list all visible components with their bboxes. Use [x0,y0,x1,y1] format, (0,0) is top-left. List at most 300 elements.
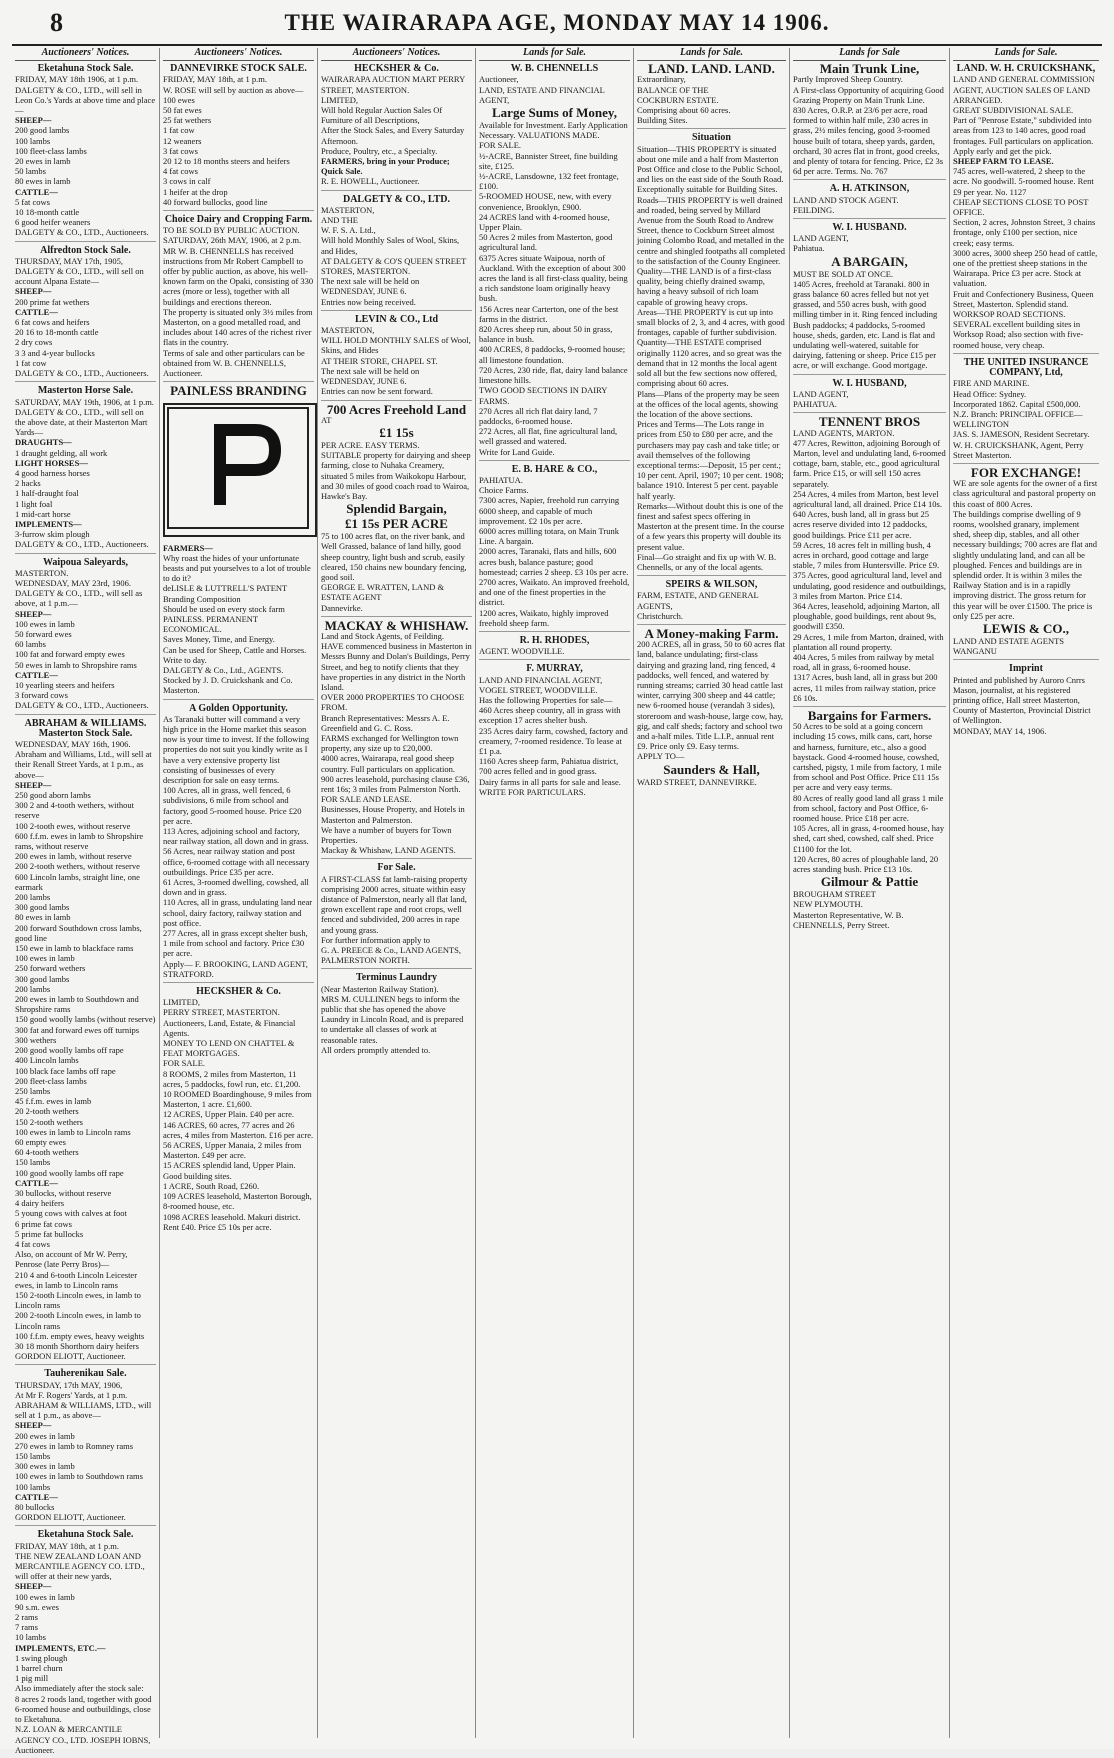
ad-text-line: DALGETY & CO., LTD., Auctioneers. [15,700,149,711]
ad-text-line: DALGETY & CO., LTD., will sell on the above date, at their Masterton Mart Yards— [15,406,148,438]
column-7 [950,48,1102,1738]
ad-text-line: Head Office: Sydney. [953,388,1027,399]
advertisement-block [321,863,472,969]
ad-text-line: 10 18-month cattle [15,207,80,218]
advertisement-block [321,617,472,860]
ad-text-line: Write to day. [163,654,207,665]
ad-text-line: 375 Acres, good agricultural land, level and undulating, good residence and outbuildings, 3 miles from Marton. Price £14. [793,570,946,601]
ad-text-line: ABRAHAM & WILLIAMS, LTD., will sell at 1 p.m., as above— [15,1400,152,1421]
ad-title: Choice Dairy and Cropping Farm. [164,214,313,226]
advertisement-block [637,580,786,625]
ad-text-line: 56 ACRES, Upper Manaia, 2 miles from Masterton. £49 per acre. [163,1140,302,1161]
ad-text-line: R. E. HOWELL, Auctioneer. [321,176,420,187]
column-1 [12,47,160,1755]
branding-illustration [163,403,317,537]
ad-text-line: DRAUGHTS— [15,437,72,448]
ad-text-line: THURSDAY, MAY 17th, 1905, [15,255,124,266]
columns-container [12,47,1102,1755]
advertisement-block [15,1369,156,1526]
ad-text-line: SHEEP— [15,1420,52,1431]
ad-title: W. I. HUSBAND, [832,377,907,389]
ad-text-line: GEORGE E. WRATTEN, LAND & ESTATE AGENT [321,582,445,603]
ad-text-line: AT [321,414,332,425]
ad-text-line: WILL HOLD MONTHLY SALES of Wool, Skins, and Hides [321,335,471,356]
ad-title: PAINLESS BRANDING [170,383,307,399]
ad-text-line: After the Stock Sales, and Every Saturday Afternoon. [321,125,465,146]
ad-text-line: 600 f.f.m. ewes in lamb to Shropshire rams, without reserve [15,830,144,852]
ad-text-line: 1 mid-cart horse [15,508,71,519]
ad-title: Eketahuna Stock Sale. [37,1529,134,1541]
ad-title: Alfredton Stock Sale. [40,244,131,256]
ad-text-line: Large Sums of Money, [492,105,617,121]
ad-text-line: ½-ACRE, Lansdowne, 132 feet frontage, £100. [479,171,619,192]
ad-title: LEVIN & CO., Ltd [354,313,439,325]
ad-text-line: 100 2-tooth ewes, without reserve [15,820,131,831]
ad-text-line: £1 15s [379,424,414,440]
ad-text-line: FARMERS, bring in your Produce; Quick Sale. [321,156,450,177]
ad-text-line: 300 2 and 4-tooth wethers, without reserve [15,800,134,821]
ad-text-line: 8 ROOMS, 2 miles from Masterton, 11 acres, 5 paddocks, fowl run, etc. £1,200. [163,1068,301,1089]
ad-text-line: ½-ACRE, Bannister Street, fine building site, £125. [479,150,618,171]
ad-text-line: Abraham and Williams, Ltd., will sell at their Renall Street Yards, at 1 p.m., as above— [15,749,152,780]
advertisement-block [479,465,630,632]
ad-text-line: Quality—THE LAND is of a first-class quality, being chiefly drained swamp, having a heavy subsoil of rich loam capable of growing heavy crops. [637,266,772,307]
advertisement-block [163,215,314,382]
ad-text-line: 250 good aborn lambs [15,790,91,801]
advertisement-block [637,625,786,790]
ad-text-line: Dairy farms in all parts for sale and lease. [479,776,621,787]
ad-text-line: HAVE commenced business in Masterton in Messrs Bunny and Dolan's Buildings, Perry Street, and beg to notify clients that they have properties in any district in the North Island. [321,641,472,692]
ad-text-line: 6 good heifer weaners [15,217,91,228]
ad-text-line: 235 Acres dairy farm, cowshed, factory and creamery, 7-roomed residence. To lease at £1 p.a. [479,725,628,756]
ad-text-line: 3 forward cows [15,690,68,701]
ad-text-line: MONDAY, MAY 14, 1906. [953,725,1047,736]
ad-text-line: APPLY TO— [637,751,685,762]
ad-text-line: MASTERTON. [15,567,69,578]
ad-text-line: W. ROSE will sell by auction as above— [163,84,304,95]
ad-title: Imprint [1009,663,1043,675]
ad-text-line: DALGETY & CO., LTD., will sell on account Alpana Estate— [15,266,144,287]
ad-text-line: 56 Acres, near railway station and post office, 6-roomed cottage with all necessary outbuildings. Price £35 per acre. [163,846,310,877]
ad-text-line: 60 4-tooth wethers [15,1147,79,1158]
ad-text-line: 30 18 month Shorthorn dairy heifers [15,1340,139,1351]
column-header: Lands for Sale. [953,48,1099,61]
ad-text-line: 40 forward bullocks, good line [163,196,268,207]
ad-text-line: 3000 acres, 3000 sheep 250 head of cattle, one of the prettiest sheep stations in the Wairarapa. Price £3 per acre. Stock at valuation. [953,247,1098,289]
ad-text-line: 200 prime fat wethers [15,296,90,307]
ad-text-line: 146 ACRES, 60 acres, 77 acres and 26 acres, 4 miles from Masterton. £16 per acre. [163,1119,314,1140]
ad-text-line: DALGETY & Co., Ltd., AGENTS. [163,664,284,675]
ad-text-line: LIGHT HORSES— [15,457,88,468]
ad-text-line: 200 lambs [15,983,51,994]
ad-text-line: For further information apply to [321,934,431,945]
ad-text-line: 100 fat and forward empty ewes [15,649,125,660]
ad-text-line: 150 2-tooth Lincoln ewes, in lamb to Lincoln rams [15,1289,141,1311]
ad-text-line: Building Sites. [637,115,688,126]
ad-text-line: 150 lambs [15,1157,51,1168]
ad-text-line: Part of "Penrose Estate," subdivided into areas from 123 to 140 acres, good road frontages. Full particulars on application. Apply early and get the pick. [953,115,1094,156]
ad-text-line: 640 Acres, bush land, all in grass but 25 acres reserve divided into 12 paddocks, good buildings. Price £11 per acre. [793,509,929,540]
ad-text-line: Fruit and Confectionery Business, Queen Street, Masterton. Splendid stand. [953,288,1094,309]
ad-text-line: Apply— F. BROOKING, LAND AGENT, STRATFORD. [163,958,308,979]
ad-text-line: LAND AND ESTATE AGENTS [953,635,1064,646]
ad-title: E. B. HARE & CO., [511,463,598,475]
ad-title: A Golden Opportunity. [189,702,288,714]
advertisement-block [321,64,472,190]
column-header: Lands for Sale. [479,48,630,61]
ad-text-line: 3 cows in calf [163,176,211,187]
advertisement-block [321,401,472,617]
ad-text-line: N.Z. Branch: PRINCIPAL OFFICE—WELLINGTON [953,408,1083,430]
ad-title: 700 Acres Freehold Land [326,401,467,417]
ad-text-line: 80 ewes in lamb [15,176,71,187]
ad-text-line: CATTLE— [15,1177,58,1188]
ad-title: Situation [692,132,731,144]
ad-text-line: AGENT. WOODVILLE. [479,646,565,657]
ad-text-line: 20 16 to 18-month cattle [15,327,99,338]
ad-text-line: 1 heifer at the drop [163,186,228,197]
ad-title: W. B. CHENNELLS [510,63,599,75]
ad-text-line: CATTLE— [15,306,58,317]
ad-text-line: 50 Acres to be sold at a going concern including 15 cows, milk cans, cart, horse and harness, furniture, etc., also a good baystack. Good 4-roomed house, cowshed, cartshed, pigsty, 1 mile from factory, 1 mile from school and Post Office. Price £11 15s per acre and very easy terms. [793,721,942,793]
advertisement-block [321,973,472,1058]
ad-text-line: MUST BE SOLD AT ONCE. [793,268,894,279]
ad-text-line: Incorporated 1862. Capital £500,000. [953,398,1081,409]
column-4 [476,48,634,1738]
ad-text-line: 59 Acres, 18 acres felt in milling bush, 4 acres in orchard, good cottage and large stable, 7 miles from Huntersville. Price £9. [793,539,940,571]
ad-text-line: 61 Acres, 3-roomed dwelling, cowshed, all down and in grass. [163,877,309,898]
ad-text-line: 6000 acres milling totara, on Main Trunk Line. A bargain. [479,525,620,547]
ad-text-line: Masterton Representative, W. B. CHENNELLS, Perry Street. [793,909,904,930]
ad-text-line: The next sale will be held on WEDNESDAY, JUNE 6. [321,276,420,297]
ad-text-line: 10 ROOMED Boardinghouse, 9 miles from Masterton, 1 acre. £1,600. [163,1089,312,1110]
ad-text-line: JAS. S. JAMESON, Resident Secretary. [953,429,1090,440]
advertisement-block [793,379,946,414]
ad-text-line: 270 ewes in lamb to Romney rams [15,1440,134,1451]
ad-text-line: Mackay & Whishaw, LAND AGENTS. [321,845,456,856]
advertisement-block [479,636,630,660]
ad-text-line: WAIRARAPA AUCTION MART PERRY STREET, MASTERTON. [321,74,465,95]
ad-text-line: Will hold Regular Auction Sales Of Furniture of all Descriptions, [321,105,443,126]
ad-text-line: 1 barrel churn [15,1663,63,1674]
ad-text-line: 1405 Acres, freehold at Taranaki. 800 in grass balance 60 acres felled but not yet grassed, and 550 acres bush, with good milling timber in it. Ring fenced including Bush paddocks; 4 paddocks, 5-roomed house, sheds, garden, etc. Land is flat and undulating well-watered, suitable for dairying, fattening or sheep. Price £15 per acre, or will exchange. Good mortgage. [793,278,938,371]
ad-text-line: FEILDING. [793,204,835,215]
ad-text-line: Final—Go straight and fix up with W. B. Chennells, or any of the local agents. [637,551,777,572]
ad-text-line: 1 draught gelding, all work [15,447,108,458]
ad-text-line: BALANCE OF THE [637,84,709,95]
ad-text-line: FRIDAY, MAY 18th 1906, at 1 p.m. [15,74,139,85]
ad-text-line: 2700 acres, Waikato. An improved freehold, and one of the finest properties in the district. [479,576,630,608]
ad-text-line: 90 s.m. ewes [15,1601,59,1612]
ad-text-line: 820 Acres sheep run, about 50 in grass, balance in bush. [479,324,613,345]
ad-text-line: 1 pig mill [15,1673,49,1684]
ad-text-line: Comprising about 60 acres. [637,105,731,116]
ad-text-line: AND THE [321,215,358,226]
ad-text-line: 15 ACRES splendid land, Upper Plain. Good building sites. [163,1160,296,1181]
ad-text-line: 60 empty ewes [15,1136,66,1147]
ad-text-line: 1317 Acres, bush land, all in grass but 200 acres, 11 miles from railway station, price £6 10s. [793,672,938,703]
ad-text-line: 7300 acres, Napier, freehold run carrying 6000 sheep, and capable of much improvement. £2 10s per acre. [479,495,620,526]
ad-text-line: 1 fat cow [163,125,195,136]
ad-text-line: Auctioneer, [479,74,519,85]
ad-text-line: 277 Acres, all in grass except shelter bush, 1 mile from school and factory. Price £30 per acre. [163,928,308,959]
ad-text-line: A BARGAIN, [831,253,908,269]
ad-text-line: 200 lambs [15,892,51,903]
ad-text-line: WORKSOP ROAD SECTIONS. [953,309,1066,320]
ad-text-line: 113 Acres, adjoining school and factory, near railway station, all down and in grass. [163,825,309,847]
ad-text-line: GREAT SUBDIVISIONAL SALE. [953,105,1074,116]
ad-text-line: 300 fat and forward ewes off turnips [15,1024,140,1035]
ad-text-line: 2000 acres, Taranaki, flats and hills, 600 acres bush, balance pasture; good homestead; carries 2 sheep. £3 10s per acre. [479,546,629,577]
ad-text-line: 270 Acres all rich flat dairy land, 7 paddocks, 6-roomed house. [479,405,598,426]
ad-text-line: 300 wethers [15,1034,57,1045]
ad-text-line: CATTLE— [15,186,58,197]
ad-text-line: SHEEP— [15,286,52,297]
ad-text-line: SHEEP— [15,779,52,790]
ad-text-line: 400 Lincoln lambs [15,1055,79,1066]
ad-text-line: BROUGHAM STREET [793,889,876,900]
ad-title: For Sale. [377,862,416,874]
ad-text-line: 10 yearling steers and heifers [15,679,115,690]
ad-text-line: 100 lambs [15,135,51,146]
ad-text-line: LAND AGENT, [793,388,849,399]
ad-text-line: Terms of sale and other particulars can be obtained from W. B. CHENNELLS, Auctioneer. [163,347,305,379]
masthead [12,8,1102,46]
ad-text-line: PAINLESS. PERMANENT ECONOMICAL. [163,613,258,635]
ad-text-line: 100 ewes [163,94,195,105]
ad-text-line: Printed and published by Auroro Cnrrs Mason, journalist, at his registered printing office, Hall street Masterton, County of Masterton, Provincial District of Wellington. [953,674,1091,726]
ad-text-line: WRITE FOR PARTICULARS. [479,786,586,797]
ad-text-line: Partly Improved Sheep Country. [793,74,903,85]
ad-title: FOR EXCHANGE! [970,464,1082,480]
ad-text-line: 5 prime fat bullocks [15,1228,84,1239]
ad-text-line: 1200 acres, Waikato, highly improved freehold sheep farm. [479,607,609,628]
ad-text-line: At Mr F. Rogers' Yards, at 1 p.m. [15,1389,128,1400]
ad-text-line: PER ACRE. EASY TERMS. [321,439,420,450]
ad-text-line: CATTLE— [15,1491,58,1502]
ad-text-line: 30 bullocks, without reserve [15,1187,112,1198]
advertisement-block [479,664,630,800]
ad-text-line: FARMERS— [163,542,213,553]
ad-text-line: 2 rams [15,1612,38,1623]
advertisement-block [953,64,1099,354]
ad-text-line: LIMITED, [321,94,359,105]
ad-text-line: 900 acres leasehold, purchasing clause £36, rent 16s; 3 miles from Palmerston North. [321,773,470,794]
ad-text-line: 4 dairy heifers [15,1198,65,1209]
ad-text-line: 1098 ACRES leasehold. Makuri district. Rent £40. Price £5 10s per acre. [163,1211,301,1232]
ad-text-line: 50 ewes in lamb to Shropshire rams [15,659,137,670]
ad-text-line: 60 lambs [15,639,46,650]
ad-text-line: MASTERTON, [321,204,375,215]
ad-text-line: FRIDAY, MAY 18th, at 1 p.m. [15,1540,119,1551]
ad-text-line: 5 young cows with calves at foot [15,1208,127,1219]
ad-text-line: 250 forward wethers [15,963,86,974]
ad-text-line: Splendid Bargain, [346,501,447,517]
ad-text-line: 364 Acres, leasehold, adjoining Marton, all ploughable, good buildings, rent about 9s, goodwill £350. [793,600,940,632]
ad-text-line: 2 hacks [15,478,41,489]
ad-text-line: OVER 2000 PROPERTIES TO CHOOSE FROM. [321,692,465,713]
ad-text-line: IMPLEMENTS— [15,518,82,529]
ad-title: HECKSHER & Co. [196,986,281,998]
ad-text-line: 4000 acres, Wairarapa, real good sheep country. Full particulars on application. [321,753,455,774]
ad-text-line: 3-furrow skim plough [15,529,90,540]
ad-text-line: 400 ACRES, 8 paddocks, 9-roomed house; all limestone foundation. [479,344,626,365]
ad-title: LAND. LAND. LAND. [648,61,775,77]
ad-text-line: Also immediately after the stock sale: [15,1683,144,1694]
ad-text-line: FRIDAY, MAY 18th, at 1 p.m. [163,74,267,85]
ad-text-line: GORDON ELIOTT, Auctioneer. [15,1512,126,1523]
ad-title: A Money-making Farm. [644,625,779,641]
column-6 [790,48,950,1738]
ad-text-line: SEVERAL excellent building sites in Worksop Road; also section with five-roomed house, very cheap. [953,319,1084,350]
column-header: Auctioneers' Notices. [321,48,472,61]
ad-text-line: THE NEW ZEALAND LOAN AND MERCANTILE AGENCY CO. LTD., will offer at their new yards, [15,1550,145,1582]
ad-text-line: 300 ewes in lamb [15,1461,75,1472]
ad-text-line: 150 lambs [15,1451,51,1462]
column-header: Lands for Sale. [637,48,786,61]
ad-text-line: 4 good harness horses [15,467,90,478]
ad-text-line: 150 2-tooth wethers [15,1116,83,1127]
ad-text-line: 4 fat cows [163,166,198,177]
ad-text-line: MRS M. CULLINEN begs to inform the public that she has opened the above Laundry in Lincoln Road, and is prepared to undertake all classes of work at reasonable rates. [321,993,464,1045]
ad-text-line: 105 Acres, all in grass, 4-roomed house, hay shed, cart shed, cowshed, calf shed. Price £1100 for the lot. [793,823,945,854]
ad-text-line: Gilmour & Pattie [820,874,919,890]
ad-text-line: 477 Acres, Rewitton, adjoining Borough of Marton, level and undulating land, 6-roomed cottage, barn, stable, etc., good agricultural farm. Price £15, or will sell 150 acres separately. [793,437,946,489]
ad-text-line: Branch Representatives: Messrs A. E. Greenfield and G. C. Ross. [321,712,450,733]
ad-text-line: Businesses, House Property, and Hotels in Masterton and Palmerston. [321,804,465,825]
ad-text-line: Auctioneers, Land, Estate, & Financial Agents. [163,1017,296,1038]
ad-text-line: As Taranaki butter will command a very high price in the Home market this season now is your time to invest. If the following properties do not suit you kindly write as I have a very extensive property list consisting of businesses of every description for sale on easy terms. [163,713,310,785]
ad-text-line: A FIRST-CLASS fat lamb-raising property comprising 2000 acres, situate within easy distance of Palmerston, nearly all flat land, grown excellent rape and root crops, well fenced and subdivided, 200 acres in rape and young grass. [321,873,468,935]
ad-text-line: 200 2-tooth wethers, without reserve [15,861,140,872]
ad-title: THE UNITED INSURANCE COMPANY, Ltd, [963,356,1089,379]
ad-text-line: 150 ewe in lamb to blackface rams [15,943,134,954]
ad-text-line: 8 acres 2 roods land, together with good 6-roomed house and outbuildings, close to Eketahuna. [15,1693,152,1725]
ad-text-line: 200 2-tooth Lincoln ewes, in lamb to Lincoln rams [15,1310,141,1331]
ad-text-line: 24 ACRES land with 4-roomed house, Upper Plain. [479,211,610,233]
ad-text-line: FIRE AND MARINE. [953,378,1030,389]
ad-text-line: 12 ACRES, Upper Plain. £40 per acre. [163,1109,295,1120]
ad-title: HECKSHER & Co. [354,63,439,75]
ad-text-line: Prices and Terms—The Lots range in prices from £50 to £80 per acre, and the purchasers may pay cash and take title; or avail themselves of the following exceptional terms:—Deposit, 15 per cent.; 10 per cent. April, 1907; 10 per cent. 1908; balance 1910. Interest 5 per cent. payable half yearly. [637,419,784,501]
ad-text-line: 80 Acres of really good land all grass 1 mile from school, factory and Post Office, 6-roomed house. Price £18 per acre. [793,792,944,824]
ad-text-line: 250 lambs [15,1085,51,1096]
ad-title: Bargains for Farmers. [807,707,932,723]
ad-text-line: 200 ewes in lamb to Southdown and Shropshire rams [15,994,139,1015]
advertisement-block [953,358,1099,464]
ad-title: Tauherenikau Sale. [44,1368,127,1380]
ad-title: Terminus Laundry [355,972,438,984]
ad-text-line: 10 lambs [15,1632,46,1643]
ad-text-line: WANGANU [953,646,997,657]
ad-text-line: DALGETY & CO., LTD., Auctioneers. [15,227,149,238]
ad-text-line: SATURDAY, 26th MAY, 1906, at 2 p.m. [163,235,302,246]
ad-text-line: 4 fat cows [15,1238,50,1249]
ad-text-line: TWO GOOD SECTIONS IN DAIRY FARMS. [479,385,608,406]
ad-text-line: 200 ewes in lamb [15,1430,75,1441]
ad-title: A. H. ATKINSON, [829,183,910,195]
ad-text-line: deLISLE & LUTTRELL'S PATENT Branding Composition [163,583,288,604]
ad-text-line: 100 ewes in lamb [15,953,75,964]
ad-text-line: 1 half-draught foal [15,488,79,499]
advertisement-block [15,1530,156,1757]
ad-text-line: SHEEP— [15,1581,52,1592]
ad-text-line: DALGETY & CO., LTD., will sell in Leon Co.'s Yards at above time and place— [15,84,156,116]
ad-text-line: IMPLEMENTS, ETC.— [15,1642,106,1653]
ad-text-line: FOR SALE. [479,140,522,151]
ad-text-line: 200 good lambs [15,125,70,136]
ad-text-line: NEW PLYMOUTH. [793,899,863,910]
ad-text-line: 80 bullocks [15,1502,55,1513]
ad-title: MACKAY & WHISHAW. [324,617,469,633]
ad-text-line: Also, on account of Mr W. Perry, Penrose (late Perry Bros)— [15,1249,128,1270]
advertisement-block [15,64,156,241]
ad-text-line: 50 fat ewes [163,105,202,116]
ad-text-line: 100 good woolly lambs off rape [15,1167,124,1178]
ad-text-line: LAND AGENT, [793,233,849,244]
ad-text-line: Write for Land Guide. [479,446,555,457]
ad-text-line: Entries now being received. [321,296,416,307]
ad-text-line: 7 rams [15,1622,38,1633]
ad-text-line: WARD STREET, DANNEVIRKE. [637,776,757,787]
ad-text-line: 6 fat cows and heifers [15,317,90,328]
ad-text-line: 20 ewes in lamb [15,156,71,167]
ad-text-line: 100 fleet-class lambs [15,145,87,156]
ad-text-line: 200 ACRES, all in grass, 50 to 60 acres flat land, balance undulating; first-class dairying and grazing land, ring fenced, 4 paddocks, well fenced, and watered by running streams; carried 30 head cattle last winter, carrying 300 sheep and 44 cattle; new 6-roomed house (verandah 3 sides), storeroom and wash-house, large cow, hay, gig, and calf sheds; factory and school two and a-half miles. Title L.I.P., annual rent £9. Price only £9. Easy terms. [637,639,786,752]
ad-text-line: LAND AND GENERAL COMMISSION AGENT, AUCTION SALES OF LAND ARRANGED. [953,74,1095,105]
ad-text-line: CATTLE— [15,669,58,680]
ad-text-line: 100 Acres, all in grass, well fenced, 6 subdivisions, 6 mile from school and factory, good 5-roomed house. Price £20 per acre. [163,785,302,826]
ad-text-line: 200 good woolly lambs off rape [15,1045,124,1056]
ad-text-line: 29 Acres, 1 mile from Marton, drained, with plantation all round property. [793,631,944,652]
ad-text-line: 110 Acres, all in grass, undulating land near school, dairy factory, railway station and post office. [163,897,313,928]
ad-text-line: W. F. S. A. Ltd., [321,225,376,236]
ad-text-line: 1 fat cow [15,357,47,368]
ad-text-line: Stocked by J. D. Cruickshank and Co. Masterton. [163,675,293,696]
ad-text-line: Areas—THE PROPERTY is cut up into small blocks of 2, 3, and 4 acres, with good frontages, capable of further subdivision. [637,306,785,338]
ad-title: ABRAHAM & WILLIAMS. Masterton Stock Sale. [24,717,147,739]
ad-title: Eketahuna Stock Sale. [37,63,134,75]
ad-text-line: 272 Acres, all flat, fine agricultural land, well grassed and watered. [479,426,618,447]
advertisement-block [163,64,314,211]
ad-text-line: The next sale will be held on WEDNESDAY, JUNE 6. [321,365,420,387]
ad-text-line: Produce, Poultry, etc., a Specialty. [321,145,438,156]
ad-text-line: AT THEIR STORE, CHAPEL ST. [321,355,438,366]
advertisement-block [321,195,472,311]
ad-text-line: Can be used for Sheep, Cattle and Horses. [163,644,307,655]
column-header: Auctioneers' Notices. [163,48,314,61]
ad-text-line: SHEEP— [15,115,52,126]
ad-text-line: FARM, ESTATE, AND GENERAL AGENTS, [637,590,759,611]
ad-text-line: Should be used on every stock farm [163,603,285,614]
ad-text-line: MR W. B. CHENNELLS has received instructions from Mr Robert Campbell to offer by public auction, as above, his well-known farm on the Opaki, consisting of 330 acres (more or less), together with all buildings and erections thereon. [163,245,314,307]
advertisement-block [163,383,314,699]
ad-text-line: 45 f.f.m. ewes in lamb [15,1096,92,1107]
ad-text-line: PAHIATUA. [793,399,837,410]
ad-title: TENNENT BROS [818,414,921,430]
masthead-title: THE WAIRARAPA AGE, MONDAY MAY 14 1906. [284,10,830,35]
ad-text-line: (Near Masterton Railway Station). [321,983,439,994]
ad-text-line: G. A. PREECE & Co., LAND AGENTS, PALMERSTON NORTH. [321,945,462,966]
ad-text-line: 50 forward ewes [15,628,72,639]
ad-text-line: CHEAP SECTIONS CLOSE TO POST OFFICE. [953,196,1089,218]
ad-text-line: Remarks—Without doubt this is one of the finest and safest specs offering in Masterton at the present time. In the course of a few years this property will double its present value. [637,500,785,552]
advertisement-block [637,61,786,129]
ad-text-line: MASTERTON, [321,325,375,336]
ad-text-line: 150 good woolly lambs (without reserve) [15,1014,156,1025]
ad-text-line: 600 Lincoln lambs, straight line, one earmark [15,871,140,892]
ad-text-line: N.Z. LOAN & MERCANTILE AGENCY CO., LTD. JOSEPH IOBNS, Auctioneer. [15,1724,151,1755]
